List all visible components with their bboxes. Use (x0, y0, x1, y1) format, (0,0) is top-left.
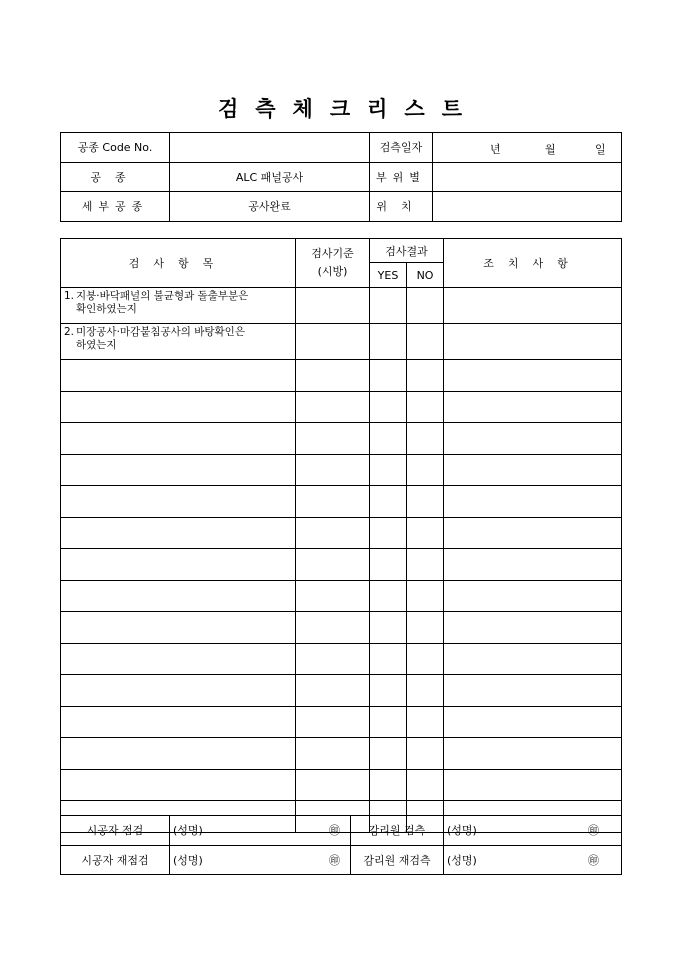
action-cell[interactable] (444, 643, 622, 675)
action-cell[interactable] (444, 423, 622, 455)
no-cell[interactable] (407, 769, 444, 801)
work-type-label: 공종 (61, 162, 170, 192)
item-cell[interactable] (61, 486, 296, 518)
part-value[interactable] (433, 162, 622, 192)
part-label: 부위별 (370, 162, 433, 192)
seal-icon: ㊞ (588, 824, 599, 837)
no-cell[interactable] (407, 360, 444, 392)
item-cell[interactable] (61, 517, 296, 549)
criteria-cell[interactable] (296, 391, 370, 423)
criteria-cell[interactable] (296, 549, 370, 581)
seal-icon: ㊞ (588, 853, 599, 867)
no-cell[interactable] (407, 580, 444, 612)
signature-row-recheck (61, 845, 622, 875)
info-table (60, 132, 622, 222)
inspect-date-label: 검측일자 (370, 133, 433, 163)
item-cell[interactable] (61, 580, 296, 612)
criteria-cell[interactable] (296, 643, 370, 675)
table-row (61, 675, 622, 707)
check-item-1-num: 1. (64, 290, 75, 302)
supervisor-recheck-sign[interactable] (444, 845, 622, 875)
item-cell[interactable] (61, 549, 296, 581)
criteria-cell[interactable] (296, 360, 370, 392)
check-item-1-line1: 지붕·바닥패널의 불균형과 돌출부분은 (76, 290, 249, 302)
action-cell[interactable] (444, 517, 622, 549)
table-row (61, 391, 622, 423)
check-item-2-line2: 하였는지 (76, 339, 117, 351)
action-cell[interactable] (444, 391, 622, 423)
col-no-header: NO (407, 263, 444, 288)
yes-cell[interactable] (370, 288, 407, 324)
table-row (61, 423, 622, 455)
check-item-2-line1: 미장공사·마감붙침공사의 바탕확인은 (76, 326, 245, 338)
no-cell[interactable] (407, 423, 444, 455)
item-cell[interactable] (61, 643, 296, 675)
item-cell[interactable] (61, 738, 296, 770)
seal-icon: ㊞ (329, 824, 340, 837)
contractor-recheck-sign[interactable] (170, 845, 351, 875)
item-cell[interactable] (61, 391, 296, 423)
action-cell[interactable] (444, 675, 622, 707)
criteria-cell[interactable] (296, 324, 370, 360)
date-year: 년 (490, 143, 501, 156)
item-cell[interactable] (61, 675, 296, 707)
no-cell[interactable] (407, 643, 444, 675)
yes-cell[interactable] (370, 454, 407, 486)
table-row (61, 643, 622, 675)
yes-cell[interactable] (370, 643, 407, 675)
yes-cell[interactable] (370, 769, 407, 801)
yes-cell[interactable] (370, 612, 407, 644)
work-code-label: 공종 Code No. (61, 133, 170, 163)
col-criteria-line1: 검사기준 (311, 247, 354, 260)
action-cell[interactable] (444, 612, 622, 644)
criteria-cell[interactable] (296, 675, 370, 707)
criteria-cell[interactable] (296, 612, 370, 644)
action-cell[interactable] (444, 706, 622, 738)
criteria-cell[interactable] (296, 769, 370, 801)
inspect-date-value[interactable] (433, 133, 622, 163)
no-cell[interactable] (407, 517, 444, 549)
action-cell[interactable] (444, 324, 622, 360)
contractor-check-name: (성명) (173, 824, 203, 838)
date-month: 월 (545, 143, 556, 156)
work-type-value[interactable]: ALC 패널공사 (170, 162, 370, 192)
supervisor-check-name: (성명) (447, 824, 477, 838)
criteria-cell[interactable] (296, 454, 370, 486)
action-cell[interactable] (444, 288, 622, 324)
yes-cell[interactable] (370, 706, 407, 738)
table-row (61, 580, 622, 612)
criteria-cell[interactable] (296, 423, 370, 455)
supervisor-recheck-label: 감리원 재검측 (351, 845, 444, 875)
work-code-value[interactable] (170, 133, 370, 163)
location-value[interactable] (433, 192, 622, 222)
contractor-recheck-name: (성명) (173, 853, 203, 867)
yes-cell[interactable] (370, 486, 407, 518)
yes-cell[interactable] (370, 580, 407, 612)
info-row-sub (61, 192, 622, 222)
action-cell[interactable] (444, 549, 622, 581)
no-cell[interactable] (407, 549, 444, 581)
no-cell[interactable] (407, 288, 444, 324)
location-label: 위치 (370, 192, 433, 222)
action-cell[interactable] (444, 486, 622, 518)
table-row (61, 612, 622, 644)
yes-cell[interactable] (370, 517, 407, 549)
seal-icon: ㊞ (329, 853, 340, 867)
contractor-check-sign[interactable] (170, 816, 351, 846)
supervisor-check-label: 감리원 검측 (351, 816, 444, 846)
criteria-cell[interactable] (296, 517, 370, 549)
table-row (61, 324, 622, 360)
table-row (61, 360, 622, 392)
yes-cell[interactable] (370, 675, 407, 707)
check-item-1-line2: 확인하였는지 (76, 303, 137, 315)
table-row (61, 769, 622, 801)
criteria-cell[interactable] (296, 738, 370, 770)
no-cell[interactable] (407, 738, 444, 770)
no-cell[interactable] (407, 391, 444, 423)
checklist-table (60, 238, 622, 833)
yes-cell[interactable] (370, 738, 407, 770)
sub-type-label: 세부공종 (61, 192, 170, 222)
checklist-header-row (61, 239, 622, 263)
action-cell[interactable] (444, 454, 622, 486)
no-cell[interactable] (407, 454, 444, 486)
page-title: 검측체크리스트 (217, 96, 479, 121)
action-cell[interactable] (444, 738, 622, 770)
yes-cell[interactable] (370, 391, 407, 423)
no-cell[interactable] (407, 324, 444, 360)
table-row (61, 706, 622, 738)
table-row (61, 454, 622, 486)
table-row (61, 549, 622, 581)
check-item-1 (61, 288, 296, 324)
table-row (61, 517, 622, 549)
table-row (61, 738, 622, 770)
action-cell[interactable] (444, 360, 622, 392)
col-item-header: 검사항목 (61, 239, 296, 288)
yes-cell[interactable] (370, 360, 407, 392)
info-row-type (61, 162, 622, 192)
contractor-check-label: 시공자 점검 (61, 816, 170, 846)
no-cell[interactable] (407, 486, 444, 518)
item-cell[interactable] (61, 706, 296, 738)
contractor-recheck-label: 시공자 재점검 (61, 845, 170, 875)
supervisor-check-sign[interactable] (444, 816, 622, 846)
no-cell[interactable] (407, 675, 444, 707)
no-cell[interactable] (407, 706, 444, 738)
supervisor-recheck-name: (성명) (447, 853, 477, 867)
item-cell[interactable] (61, 612, 296, 644)
signature-table (60, 815, 622, 875)
criteria-cell[interactable] (296, 486, 370, 518)
criteria-cell[interactable] (296, 580, 370, 612)
info-row-code (61, 133, 622, 163)
yes-cell[interactable] (370, 324, 407, 360)
signature-row-check (61, 816, 622, 846)
yes-cell[interactable] (370, 549, 407, 581)
col-action-header: 조치사항 (444, 239, 622, 288)
action-cell[interactable] (444, 769, 622, 801)
no-cell[interactable] (407, 612, 444, 644)
col-result-header: 검사결과 (370, 239, 444, 263)
item-cell[interactable] (61, 454, 296, 486)
col-yes-header: YES (370, 263, 407, 288)
table-row (61, 288, 622, 324)
criteria-cell[interactable] (296, 288, 370, 324)
date-day: 일 (595, 143, 606, 156)
action-cell[interactable] (444, 580, 622, 612)
sub-type-value[interactable]: 공사완료 (170, 192, 370, 222)
table-row (61, 486, 622, 518)
check-item-2 (61, 324, 296, 360)
criteria-cell[interactable] (296, 706, 370, 738)
item-cell[interactable] (61, 423, 296, 455)
col-criteria-header (296, 239, 370, 288)
item-cell[interactable] (61, 769, 296, 801)
yes-cell[interactable] (370, 423, 407, 455)
item-cell[interactable] (61, 360, 296, 392)
col-criteria-line2: (시방) (317, 265, 348, 278)
check-item-2-num: 2. (64, 326, 75, 338)
